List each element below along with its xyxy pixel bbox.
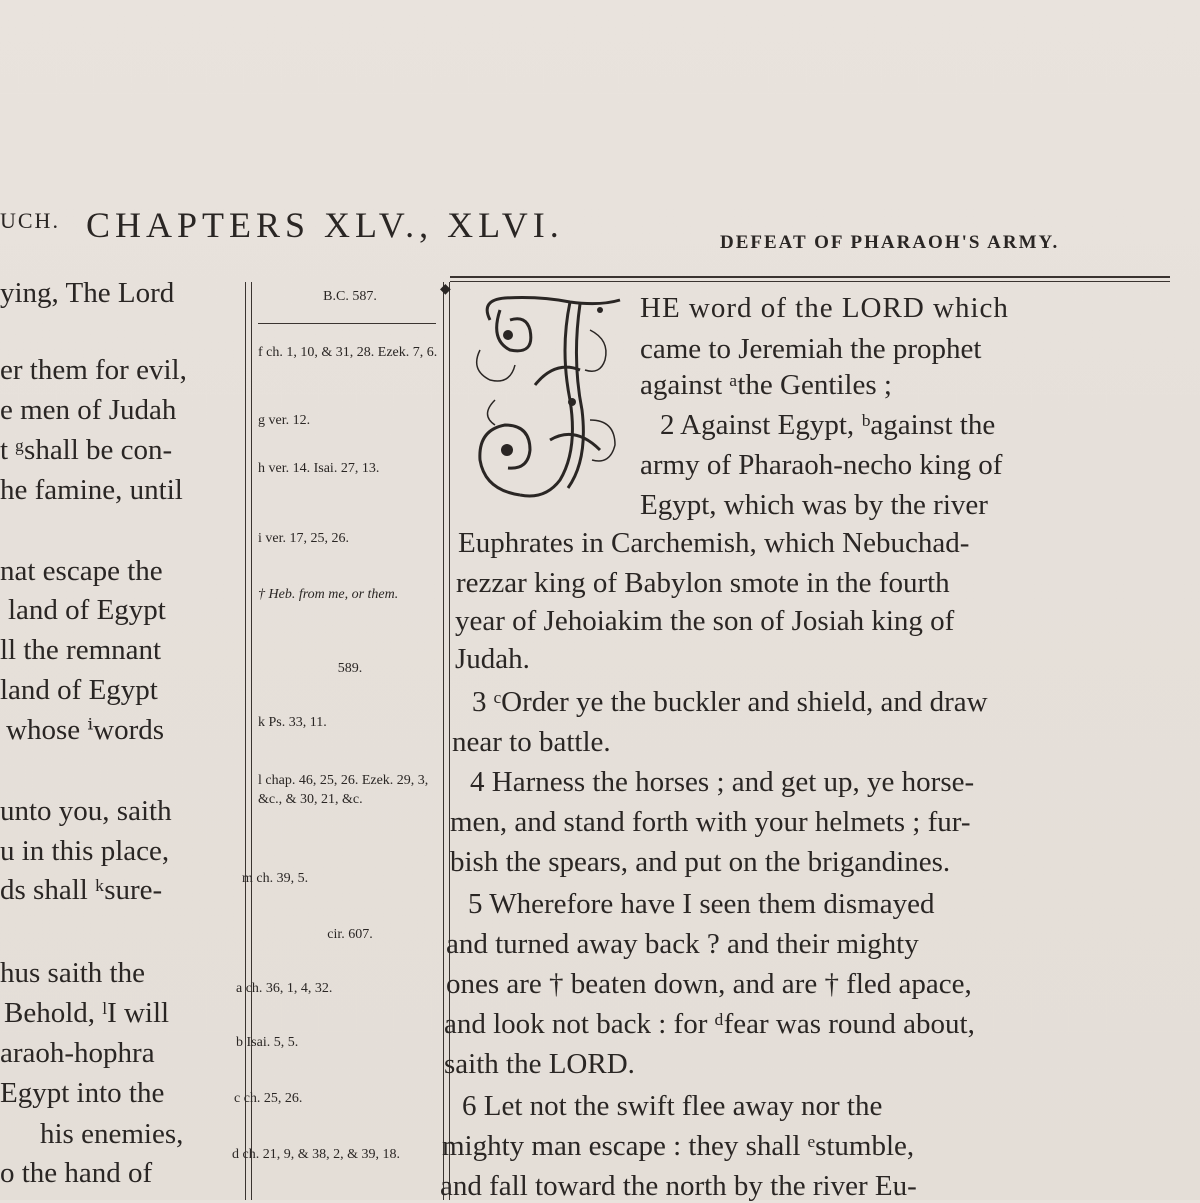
left-line: land of Egypt [0, 674, 158, 706]
chapter-title: CHAPTERS XLV., XLVI. [86, 205, 564, 245]
margin-note: a ch. 36, 1, 4, 32. [236, 981, 333, 996]
left-line: ll the remnant [0, 634, 162, 666]
verse-line: 3 ᶜOrder ye the buckler and shield, and draw [472, 686, 988, 718]
margin-note: d ch. 21, 9, & 38, 2, & 39, 18. [232, 1147, 400, 1162]
left-line: land of Egypt [8, 594, 166, 626]
margin-note: k Ps. 33, 11. [258, 715, 327, 730]
verse-line: bish the spears, and put on the brigandines. [450, 846, 951, 878]
left-line: araoh-hophra [0, 1037, 155, 1069]
left-line: Behold, ˡI will [4, 997, 170, 1029]
margin-note: † Heb. from me, or them. [258, 587, 399, 602]
margin-note: c ch. 25, 26. [234, 1091, 303, 1106]
verse-line: Egypt, which was by the river [640, 489, 988, 521]
left-line: ying, The Lord [0, 277, 175, 309]
left-line: er them for evil, [0, 354, 187, 386]
left-line: unto you, saith [0, 795, 172, 827]
verse-line: mighty man escape : they shall ᵉstumble, [442, 1130, 915, 1162]
margin-note: l chap. 46, 25, 26. Ezek. 29, 3, &c., & 30, 21, &c. [258, 773, 429, 807]
decorated-dropcap [460, 290, 630, 510]
left-line: Egypt into the [0, 1077, 165, 1109]
margin-note: m ch. 39, 5. [242, 871, 309, 886]
margin-note: b Isai. 5, 5. [236, 1035, 299, 1050]
verse-line: against ᵃthe Gentiles ; [640, 369, 892, 401]
date-note: cir. 607. [327, 927, 373, 942]
verse-line: HE word of the LORD which [640, 292, 1009, 324]
date-note: 589. [337, 661, 363, 676]
verse-marker: ◆ [440, 282, 451, 297]
verse-line: saith the LORD. [444, 1048, 635, 1080]
left-line: ds shall ᵏsure- [0, 874, 163, 906]
margin-note: f ch. 1, 10, & 31, 28. Ezek. 7, 6. [258, 345, 438, 360]
left-line: hus saith the [0, 957, 145, 989]
left-line: his enemies, [40, 1118, 184, 1150]
verse-line: and turned away back ? and their mighty [446, 928, 919, 960]
margin-note: h ver. 14. Isai. 27, 13. [258, 461, 380, 476]
running-title: DEFEAT OF PHARAOH'S ARMY. [720, 232, 1060, 253]
verse-line: ones are † beaten down, and are † fled apace, [446, 968, 972, 1000]
margin-note: g ver. 12. [258, 413, 311, 428]
verse-line: Judah. [455, 643, 530, 675]
verse-line: 2 Against Egypt, ᵇagainst the [660, 409, 996, 441]
date-note: B.C. 587. [323, 289, 377, 304]
left-line: u in this place, [0, 835, 170, 867]
verse-line: year of Jehoiakim the son of Josiah king of [455, 605, 955, 637]
note-rule [258, 323, 436, 324]
left-line: o the hand of [0, 1157, 153, 1189]
verse-line: 4 Harness the horses ; and get up, ye horse- [470, 766, 975, 798]
verse-line: 6 Let not the swift flee away nor the [462, 1090, 883, 1122]
margin-note: i ver. 17, 25, 26. [258, 531, 349, 546]
verse-line: Euphrates in Carchemish, which Nebuchad- [458, 527, 970, 559]
dropcap-ornament-icon [460, 290, 630, 510]
column-divider-left-inner [251, 282, 252, 1200]
verse-line: 5 Wherefore have I seen them dismayed [468, 888, 935, 920]
left-line: whose ⁱwords [6, 714, 165, 746]
verse-line: army of Pharaoh-necho king of [640, 449, 1003, 481]
verse-line: and look not back : for ᵈfear was round about, [444, 1008, 975, 1040]
left-line: nat escape the [0, 555, 163, 587]
running-head-fragment: UCH. [0, 208, 60, 233]
left-line: he famine, until [0, 474, 183, 506]
header-rule-thin [450, 281, 1170, 282]
left-line: e men of Judah [0, 394, 177, 426]
column-divider-left [245, 282, 246, 1200]
verse-line: and fall toward the north by the river Eu- [440, 1170, 917, 1202]
verse-line: came to Jeremiah the prophet [640, 333, 982, 365]
verse-line: rezzar king of Babylon smote in the fourth [456, 567, 950, 599]
left-line: t ᵍshall be con- [0, 434, 173, 466]
header-rule [450, 276, 1170, 278]
verse-line: near to battle. [452, 726, 611, 758]
verse-line: men, and stand forth with your helmets ; fur- [450, 806, 971, 838]
